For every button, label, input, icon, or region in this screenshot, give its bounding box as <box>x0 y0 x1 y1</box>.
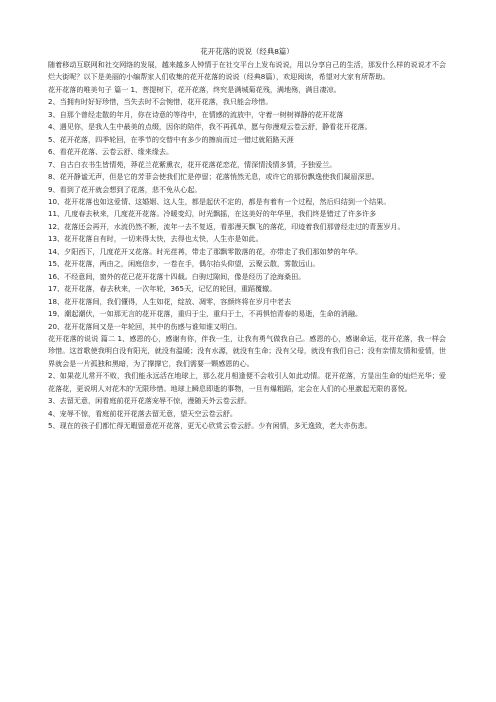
paragraph: 12、花落还会再开，水流仍然不断，流年一去不复返，看那漫天飘飞的落花，印迹着我们那曾经走过的青葱岁月。 <box>48 221 405 231</box>
paragraph: 2、当拥有时好好珍惜，当失去时不会惋惜，花开花落，我只能会珍惜。 <box>48 97 273 107</box>
paragraph: 20、花开花落间又是一年轮回，其中的伤感与谁知谁又明白。 <box>48 321 242 331</box>
paragraph: 15、花开花落，两由之，闲庭信步，一卷在手，偶尔抬头仰望，云聚云散，雾散远山。 <box>48 259 320 269</box>
paragraph: 8、花开静谧无声，但是它的芳菲会使我们忙是停留；花落悄然无息，或许它的那份飘逸使我们凝眉深思。 <box>48 172 379 182</box>
paragraph: 11、几度春去秋来，几度花开花落。冷暖变幻，时光飘摇，在这美好的年华里，我们终是错过了许多许多 <box>48 209 377 219</box>
paragraph: 随着移动互联网和社交网络的发展，越来越多人钟情于在社交平台上发布说说，用以分享自己的生活，那发什么样的说说才不会烂大街呢？以下是美丽的小编帮家人们收集的花开花落的说说（经典8篇），欢迎阅读，希望对大家有所帮助。 <box>48 60 446 82</box>
document-body <box>48 46 446 433</box>
paragraph: 9、看到了花开就会想到了花落，悲不免从心起。 <box>48 184 202 194</box>
paragraph: 3、去留无意，闲看庭前花开花落宠辱不惊，漫随天外云卷云舒。 <box>48 396 252 406</box>
paragraph: 18、花开花落间，我们懂得，人生如花，绽放、凋零，容颜终将在岁月中老去 <box>48 296 292 306</box>
paragraph-list <box>48 59 446 433</box>
paragraph: 10、花开花落也如这爱情、这婚姻、这人生，都是起伏不定的，都是有着有一个过程，然后归结到一个结果。 <box>48 196 391 206</box>
paragraph: 7、自古白衣书生皆情苑，莽花兰花紫熏衣，花开花落花恋花，情深情浅情多情，予独爱兰。 <box>48 159 337 169</box>
paragraph: 花开花落的说说 篇二 1、感恩的心，感谢有你，伴我一生，让我有勇气做我自己。感恩的心，感谢命运，花开花落，我一样会珍惜。这首歌使我明白没有阳光，就没有温暖；没有水源，就没有生命；没有父母，就没有我们自己；没有亲情友情和爱情，世界就会是一片孤独和黑暗，为了撑撑它，我们需要一颗感恩的心。 <box>48 333 446 368</box>
paragraph: 19、潮起潮伏，一如那无言的花开花落，重归于尘，重归于土，不再惧怕青春的易逝，生命的消融。 <box>48 309 363 319</box>
paragraph: 14、夕阳西下，几度花开又花落。时光荏苒，带走了那飘零散落的花，亦带走了我们那如梦的年华。 <box>48 246 363 256</box>
paragraph: 花开花落的唯美句子 篇一 1、菩提树下，花开花落，终究是满城菊花残，满地殇，满目凄凉。 <box>48 84 341 94</box>
paragraph: 16、不经意间，窗外的花已花开花落十四载。白驹过隙间，像是经历了沧海桑田。 <box>48 271 306 281</box>
paragraph: 5、花开花落，四季轮回，在季节的交替中有多少的擦肩而过一错过就陌路天涯 <box>48 134 294 144</box>
paragraph: 4、遇见你，是我人生中最美的点缀，因你的陪伴，我不再孤单，愿与你漫观云卷云舒，静看花开花落。 <box>48 122 372 132</box>
paragraph: 5、现在的孩子们都忙得无暇留意花开花落，更无心欣赏云卷云舒。少有闲情，多无逸致，老大亦伤悲。 <box>48 421 372 431</box>
document-title: 花开花落的说说（经典8篇） <box>200 47 294 56</box>
paragraph: 17、花开花落，春去秋来，一次年轮，365天，记忆的轮回，重蹈覆辙。 <box>48 284 277 294</box>
paragraph: 6、看花开花落、云卷云舒、缘来缘去。 <box>48 147 174 157</box>
paragraph: 3、自那个曾经走散的年月，你在诗意的等待中，在情感的流放中，守着一树树禅静的花开花落 <box>48 109 344 119</box>
paragraph: 2、如果花儿常开不败，我们能永远活在地球上，那么花月相逢便不会收引人如此动情。花开花落，方显出生命的灿烂光华；爱花落花，更说明人对花木的'无限珍惜。地球上瞬息即逝的事物，一旦有爆粗蹈，定会在人们的心里激起无限的喜悦。 <box>48 371 446 393</box>
paragraph: 4、宠辱不惊，看庭前花开花落去留无意，望天空云卷云舒。 <box>48 408 237 418</box>
paragraph: 13、花开花落自有时，一切来得太快，去得也太快，人生亦是如此。 <box>48 234 263 244</box>
